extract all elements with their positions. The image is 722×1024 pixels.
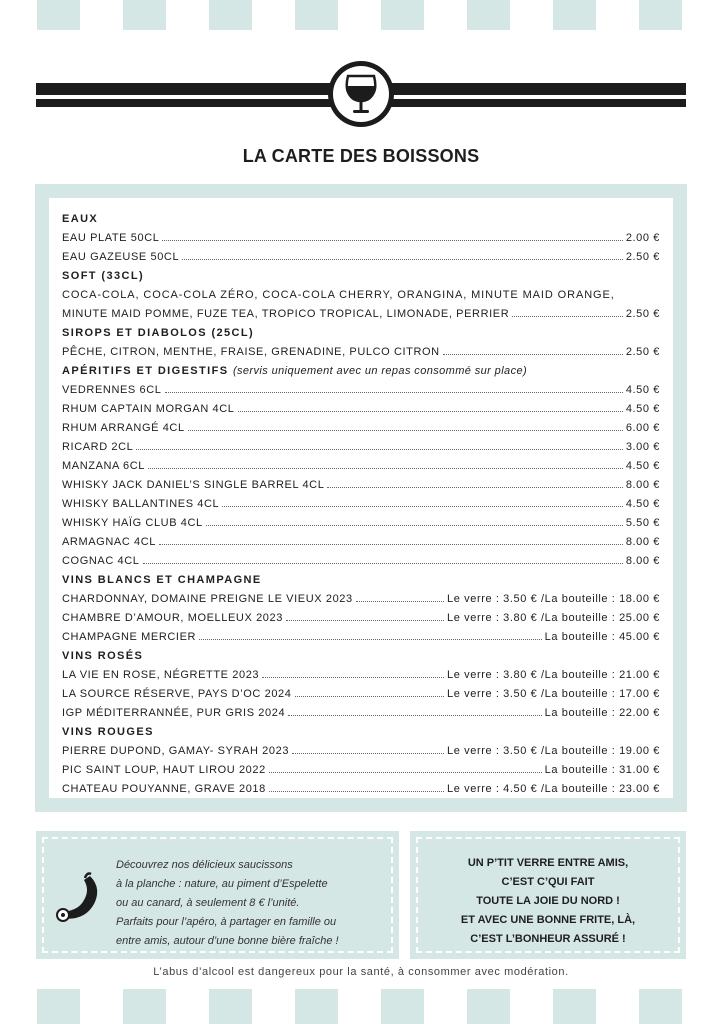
promo-line: Parfaits pour l’apéro, à partager en famille ou xyxy=(116,916,337,928)
leader-dots xyxy=(206,524,623,526)
menu-item xyxy=(62,704,660,723)
item-price: La bouteille : 23.00 € xyxy=(544,783,660,795)
stripe xyxy=(381,989,424,1024)
stripe xyxy=(553,0,596,30)
health-warning: L’abus d’alcool est dangereux pour la santé, à consommer avec modération. xyxy=(153,966,569,978)
menu-item xyxy=(62,343,660,362)
leader-dots xyxy=(136,448,622,450)
category-heading xyxy=(62,571,660,590)
item-price: La bouteille : 45.00 € xyxy=(544,631,660,643)
promo-line: à la planche : nature, au piment d’Espelette xyxy=(116,878,328,890)
item-price: 8.00 € xyxy=(625,536,660,548)
wine-glass-icon xyxy=(344,74,378,116)
stripe xyxy=(37,0,80,30)
item-price: La bouteille : 31.00 € xyxy=(544,764,660,776)
stripe xyxy=(295,989,338,1024)
category-label: EAUX xyxy=(62,213,99,225)
menu-item xyxy=(62,609,660,628)
glass-price: Le verre : 3.50 € / xyxy=(447,688,545,700)
item-name: LA VIE EN ROSE, NÉGRETTE 2023 xyxy=(62,669,260,681)
leader-dots xyxy=(222,505,623,507)
category-label: SIROPS ET DIABOLOS (25CL) xyxy=(62,327,255,339)
decorative-stripes-top xyxy=(0,0,722,30)
item-name: PÊCHE, CITRON, MENTHE, FRAISE, GRENADINE, PULCO CITRON xyxy=(62,346,440,358)
menu-item xyxy=(62,438,660,457)
item-price: 8.00 € xyxy=(625,555,660,567)
leader-dots xyxy=(269,771,542,773)
glass-price: Le verre : 3.50 € / xyxy=(447,745,545,757)
decorative-stripes-bottom xyxy=(0,989,722,1024)
item-price: 6.00 € xyxy=(625,422,660,434)
item-price: 2.50 € xyxy=(625,346,660,358)
slogan-text xyxy=(410,854,686,949)
leader-dots xyxy=(199,638,542,640)
stripe xyxy=(209,989,252,1024)
item-name: WHISKY BALLANTINES 4CL xyxy=(62,498,220,510)
sausage-icon xyxy=(50,870,110,926)
item-name: MINUTE MAID POMME, FUZE TEA, TROPICO TROPICAL, LIMONADE, PERRIER xyxy=(62,308,510,320)
leader-dots xyxy=(143,562,623,564)
glass-price: Le verre : 3.80 € / xyxy=(447,669,545,681)
item-price: 4.50 € xyxy=(625,403,660,415)
item-name: EAU GAZEUSE 50CL xyxy=(62,251,180,263)
menu-item xyxy=(62,248,660,267)
item-name: MANZANA 6CL xyxy=(62,460,146,472)
menu-item xyxy=(62,400,660,419)
menu-item xyxy=(62,305,660,324)
stripe xyxy=(123,989,166,1024)
category-label: SOFT (33CL) xyxy=(62,270,145,282)
menu-item xyxy=(62,628,660,647)
menu-item xyxy=(62,419,660,438)
leader-dots xyxy=(288,714,541,716)
category-label: VINS BLANCS ET CHAMPAGNE xyxy=(62,574,262,586)
item-price: La bouteille : 19.00 € xyxy=(544,745,660,757)
item-price: 4.50 € xyxy=(625,460,660,472)
category-heading xyxy=(62,267,660,286)
item-price: 3.00 € xyxy=(625,441,660,453)
stripe xyxy=(467,989,510,1024)
item-name: CHAMPAGNE MERCIER xyxy=(62,631,197,643)
category-note: (servis uniquement avec un repas consommé sur place) xyxy=(232,365,528,377)
leader-dots xyxy=(286,619,444,621)
item-price: 4.50 € xyxy=(625,384,660,396)
item-name: CHARDONNAY, DOMAINE PREIGNE LE VIEUX 2023 xyxy=(62,593,353,605)
item-price: La bouteille : 22.00 € xyxy=(544,707,660,719)
menu-item xyxy=(62,761,660,780)
item-price: La bouteille : 21.00 € xyxy=(544,669,660,681)
item-name: EAU PLATE 50CL xyxy=(62,232,160,244)
menu-item xyxy=(62,381,660,400)
promo-text xyxy=(116,856,386,951)
item-name: RHUM CAPTAIN MORGAN 4CL xyxy=(62,403,235,415)
leader-dots xyxy=(165,391,623,393)
menu-item xyxy=(62,552,660,571)
menu-item xyxy=(62,533,660,552)
slogan-line: C’EST L’BONHEUR ASSURÉ ! xyxy=(470,933,626,945)
item-price: 5.50 € xyxy=(625,517,660,529)
drinks-menu xyxy=(62,210,660,799)
promo-line: Découvrez nos délicieux saucissons xyxy=(116,859,293,871)
item-name: RHUM ARRANGÉ 4CL xyxy=(62,422,185,434)
item-price: 4.50 € xyxy=(625,498,660,510)
menu-item xyxy=(62,685,660,704)
menu-item xyxy=(62,780,660,799)
menu-item xyxy=(62,666,660,685)
leader-dots xyxy=(356,600,444,602)
stripe xyxy=(553,989,596,1024)
item-price: La bouteille : 17.00 € xyxy=(544,688,660,700)
logo xyxy=(328,61,394,127)
menu-item xyxy=(62,590,660,609)
leader-dots xyxy=(238,410,623,412)
menu-item xyxy=(62,495,660,514)
promo-line: entre amis, autour d’une bonne bière fraîche ! xyxy=(116,935,339,947)
menu-text: COCA-COLA, COCA-COLA ZÉRO, COCA-COLA CHERRY, ORANGINA, MINUTE MAID ORANGE, xyxy=(62,289,615,301)
category-label: APÉRITIFS ET DIGESTIFS xyxy=(62,365,229,377)
slogan-line: C’EST C’QUI FAIT xyxy=(501,876,595,888)
category-label: VINS ROUGES xyxy=(62,726,154,738)
menu-item xyxy=(62,229,660,248)
stripe xyxy=(209,0,252,30)
stripe xyxy=(639,0,682,30)
stripe xyxy=(381,0,424,30)
page-title: LA CARTE DES BOISSONS xyxy=(242,146,480,166)
category-heading xyxy=(62,210,660,229)
item-name: CHATEAU POUYANNE, GRAVE 2018 xyxy=(62,783,266,795)
item-name: LA SOURCE RÉSERVE, PAYS D’OC 2024 xyxy=(62,688,292,700)
menu-item xyxy=(62,514,660,533)
glass-price: Le verre : 4.50 € / xyxy=(447,783,545,795)
leader-dots xyxy=(262,676,444,678)
item-name: RICARD 2CL xyxy=(62,441,134,453)
item-name: VEDRENNES 6CL xyxy=(62,384,162,396)
stripe xyxy=(123,0,166,30)
item-price: 2.00 € xyxy=(625,232,660,244)
item-price: 2.50 € xyxy=(625,251,660,263)
slogan-line: TOUTE LA JOIE DU NORD ! xyxy=(476,895,620,907)
leader-dots xyxy=(148,467,623,469)
slogan-line: ET AVEC UNE BONNE FRITE, LÀ, xyxy=(460,914,636,926)
glass-price: Le verre : 3.50 € / xyxy=(447,593,545,605)
item-price: La bouteille : 18.00 € xyxy=(544,593,660,605)
menu-text-line xyxy=(62,286,660,305)
category-heading xyxy=(62,324,660,343)
menu-item xyxy=(62,476,660,495)
leader-dots xyxy=(327,486,622,488)
leader-dots xyxy=(295,695,445,697)
item-name: ARMAGNAC 4CL xyxy=(62,536,156,548)
item-name: IGP MÉDITERRANNÉE, PUR GRIS 2024 xyxy=(62,707,286,719)
glass-price: Le verre : 3.80 € / xyxy=(447,612,545,624)
category-heading xyxy=(62,647,660,666)
leader-dots xyxy=(162,239,622,241)
category-heading xyxy=(62,362,660,381)
leader-dots xyxy=(292,752,444,754)
stripe xyxy=(639,989,682,1024)
menu-item xyxy=(62,457,660,476)
leader-dots xyxy=(443,353,623,355)
item-name: CHAMBRE D’AMOUR, MOELLEUX 2023 xyxy=(62,612,283,624)
item-price: 2.50 € xyxy=(625,308,660,320)
menu-item xyxy=(62,742,660,761)
item-name: PIERRE DUPOND, GAMAY- SYRAH 2023 xyxy=(62,745,290,757)
slogan-line: UN P’TIT VERRE ENTRE AMIS, xyxy=(467,857,629,869)
item-name: WHISKY HAÏG CLUB 4CL xyxy=(62,517,203,529)
item-name: COGNAC 4CL xyxy=(62,555,140,567)
item-price: 8.00 € xyxy=(625,479,660,491)
leader-dots xyxy=(269,790,444,792)
leader-dots xyxy=(182,258,623,260)
leader-dots xyxy=(159,543,623,545)
category-label: VINS ROSÉS xyxy=(62,650,144,662)
item-name: PIC SAINT LOUP, HAUT LIROU 2022 xyxy=(62,764,266,776)
leader-dots xyxy=(188,429,623,431)
leader-dots xyxy=(512,315,623,317)
item-price: La bouteille : 25.00 € xyxy=(544,612,660,624)
promo-line: ou au canard, à seulement 8 € l’unité. xyxy=(116,897,300,909)
stripe xyxy=(467,0,510,30)
stripe xyxy=(295,0,338,30)
item-name: WHISKY JACK DANIEL’S SINGLE BARREL 4CL xyxy=(62,479,325,491)
category-heading xyxy=(62,723,660,742)
stripe xyxy=(37,989,80,1024)
